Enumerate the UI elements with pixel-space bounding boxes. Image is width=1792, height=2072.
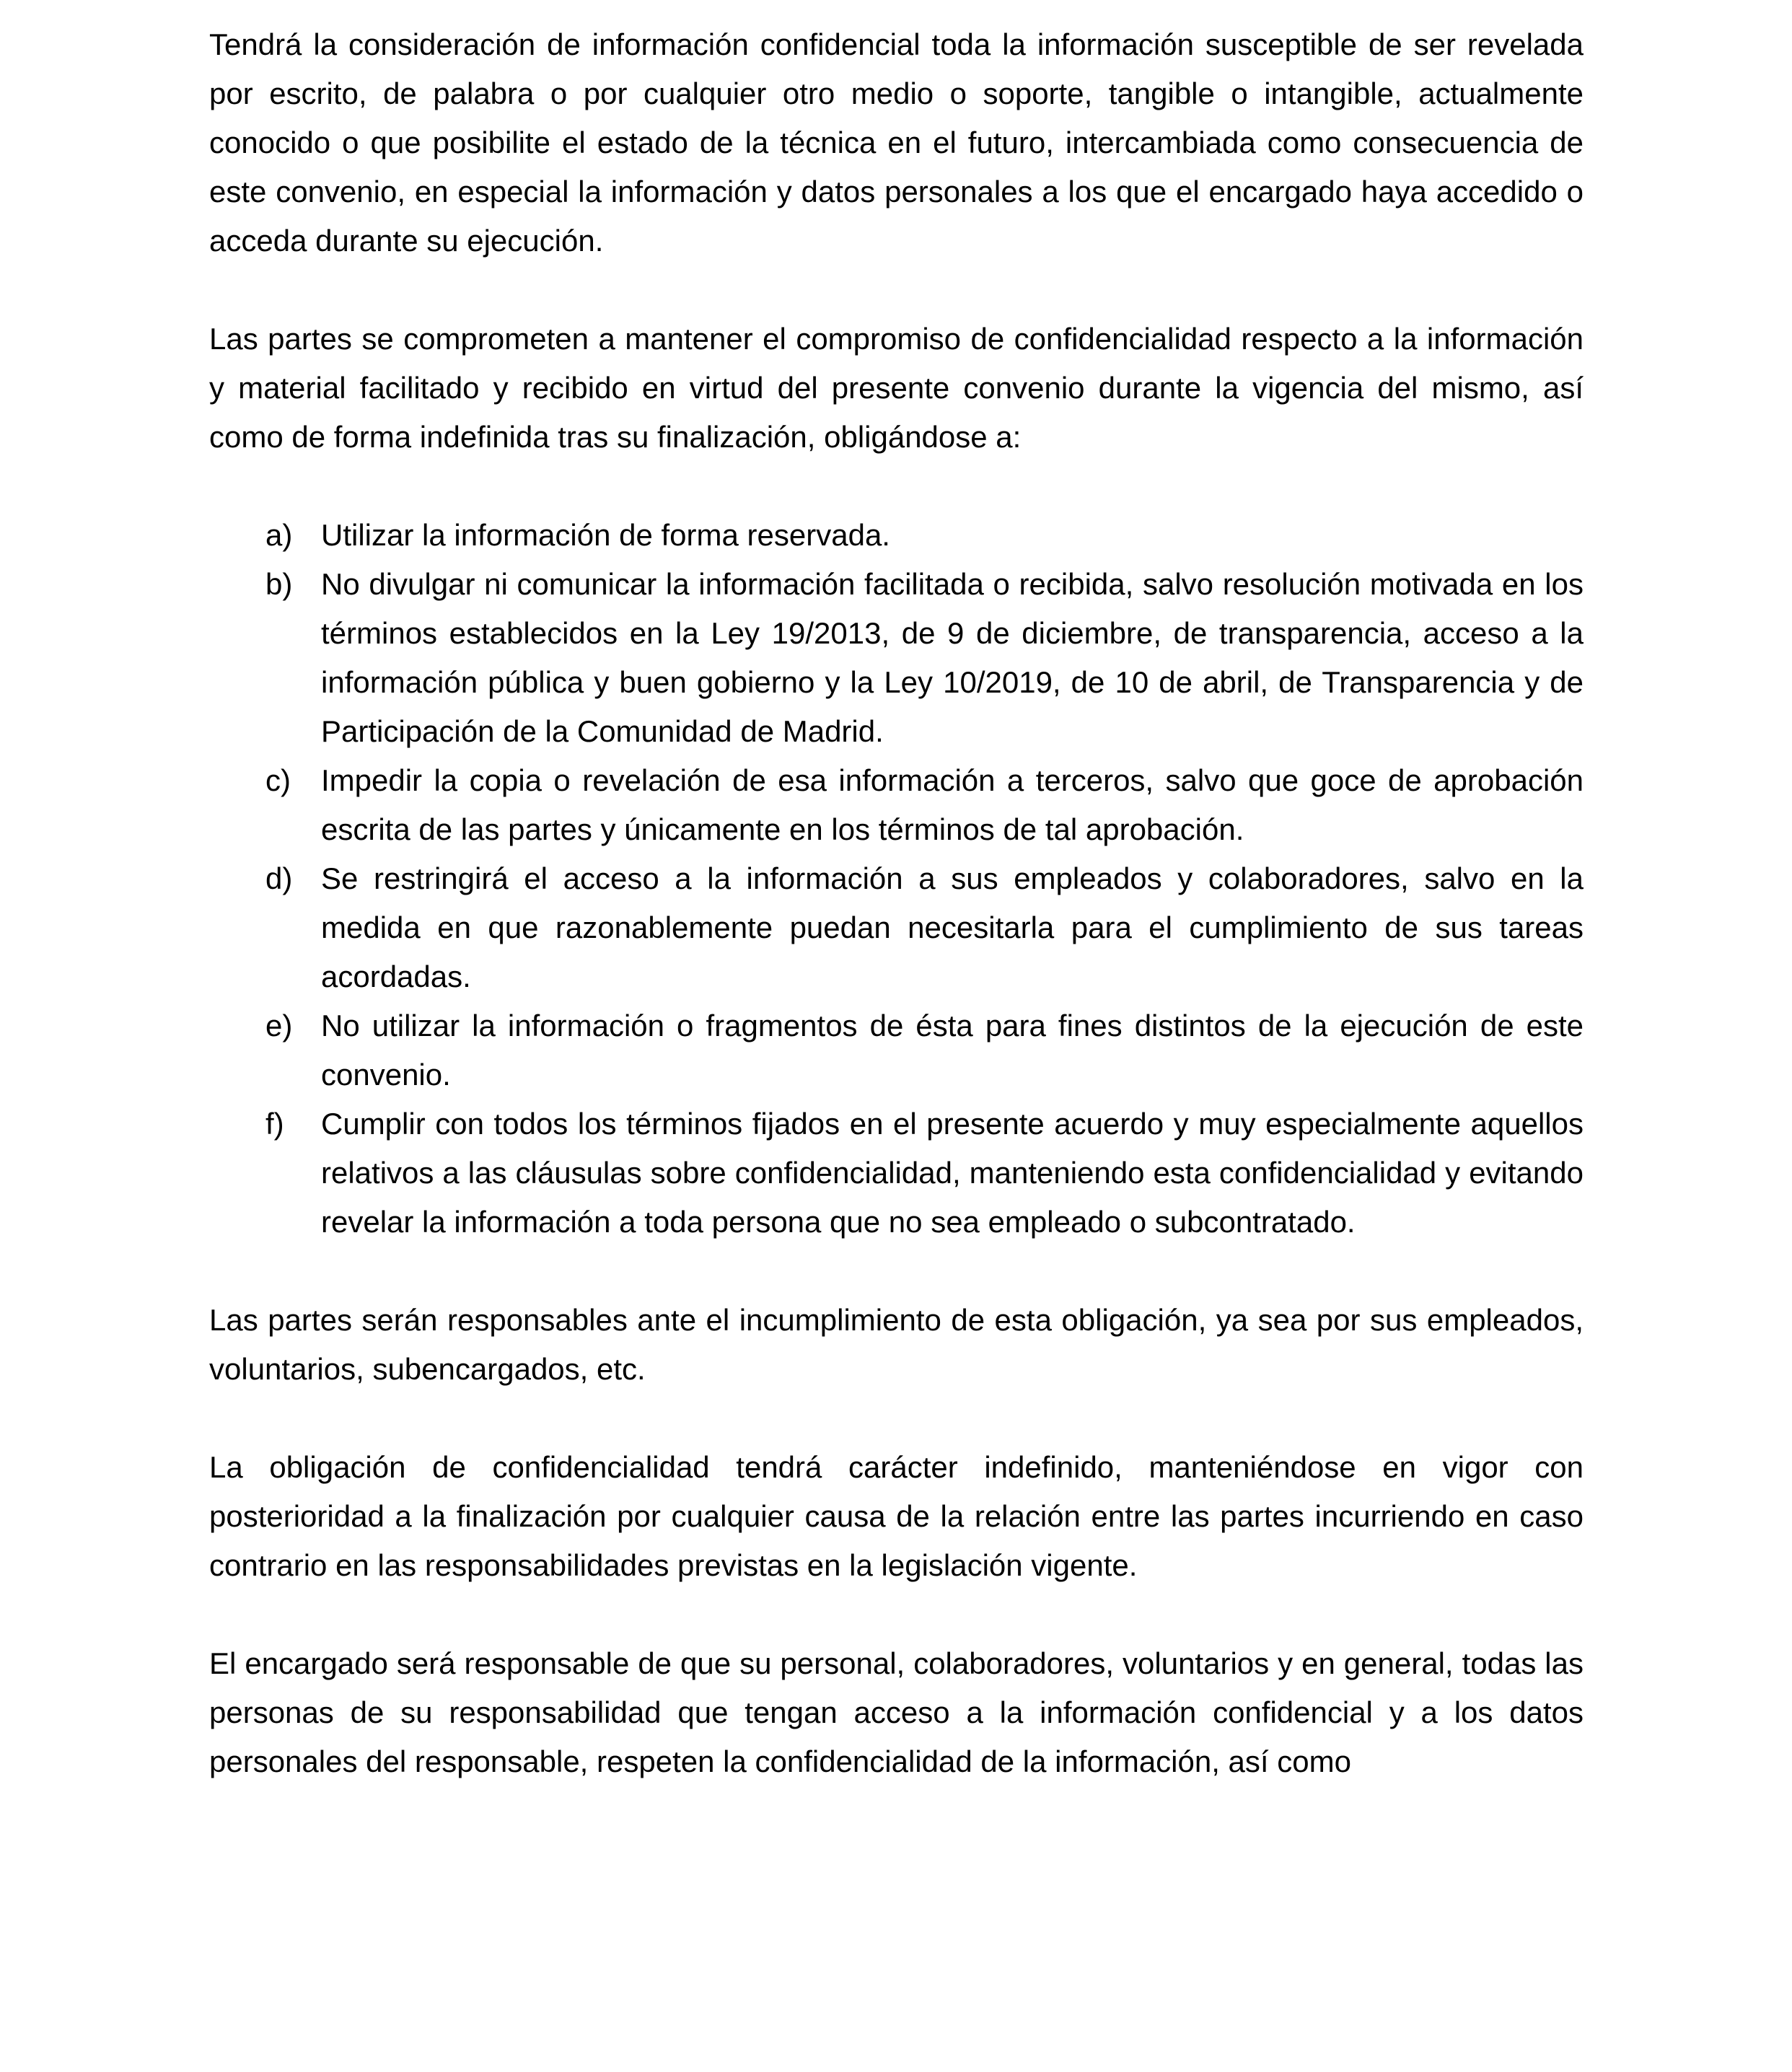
list-item [209,756,1584,854]
list-item [209,1001,1584,1099]
list-item-text: No divulgar ni comunicar la información facilitada o recibida, salvo resolución motivada en los términos establecidos en la Ley 19/2013, de 9 de diciembre, de transparencia, acceso a la información pública y buen gobierno y la Ley 10/2019, de 10 de abril, de Transparencia y de Participación de la Comunidad de Madrid. [321,567,1584,748]
list-item-label: e) [265,1009,293,1042]
list-item-label: c) [265,763,291,797]
list-item [209,854,1584,1001]
list-item-text: Impedir la copia o revelación de esa información a terceros, salvo que goce de aprobación escrita de las partes y únicamente en los términos de tal aprobación. [321,763,1584,846]
list-item-label: f) [265,1107,284,1141]
list-item-text: No utilizar la información o fragmentos de ésta para fines distintos de la ejecución de este convenio. [321,1009,1584,1092]
paragraph-commitment: Las partes se comprometen a mantener el compromiso de confidencialidad respecto a la información y material facilitado y recibido en virtud del presente convenio durante la vigencia del mismo, así como de forma indefinida tras su finalización, obligándose a: [209,322,1584,454]
list-item-text: Se restringirá el acceso a la información a sus empleados y colaboradores, salvo en la medida en que razonablemente puedan necesitarla para el cumplimiento de sus tareas acordadas. [321,861,1584,993]
paragraph-confidential-definition: Tendrá la consideración de información confidencial toda la información susceptible de ser revelada por escrito, de palabra o por cualquier otro medio o soporte, tangible o intangible, actualmente conocido o que posibilite el estado de la técnica en el futuro, intercambiada como consecuencia de este convenio, en especial la información y datos personales a los que el encargado haya accedido o acceda durante su ejecución. [209,27,1584,258]
list-item-label: d) [265,861,293,895]
list-item [209,1099,1584,1247]
list-item-text: Cumplir con todos los términos fijados en el presente acuerdo y muy especialmente aquellos relativos a las cláusulas sobre confidencialidad, manteniendo esta confidencialidad y evitando revelar la información a toda persona que no sea empleado o subcontratado. [321,1107,1584,1239]
list-item [209,511,1584,560]
paragraph-responsibility: Las partes serán responsables ante el incumplimiento de esta obligación, ya sea por sus empleados, voluntarios, subencargados, etc. [209,1303,1584,1386]
list-item-label: b) [265,567,293,601]
paragraph-personnel-responsibility: El encargado será responsable de que su personal, colaboradores, voluntarios y en general, todas las personas de su responsabilidad que tengan acceso a la información confidencial y a los datos personales del responsable, respeten la confidencialidad de la información, así como [209,1646,1584,1778]
list-item-text: Utilizar la información de forma reservada. [321,518,890,552]
list-item-label: a) [265,518,293,552]
paragraph-indefinite-obligation: La obligación de confidencialidad tendrá carácter indefinido, manteniéndose en vigor con posterioridad a la finalización por cualquier causa de la relación entre las partes incurriendo en caso contrario en las responsabilidades previstas en la legislación vigente. [209,1450,1584,1582]
obligations-list [209,511,1584,1247]
list-item [209,560,1584,756]
